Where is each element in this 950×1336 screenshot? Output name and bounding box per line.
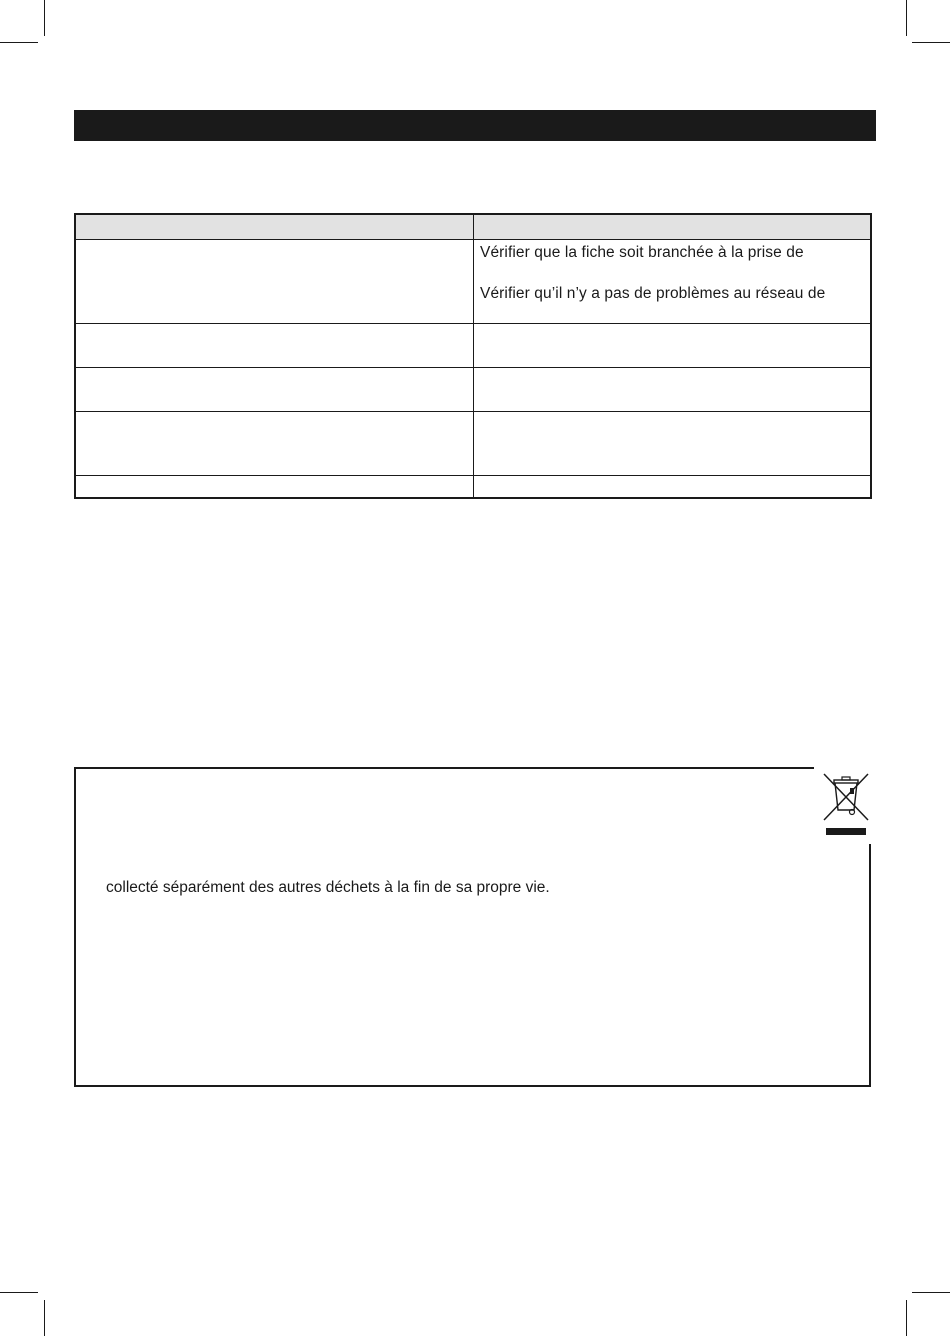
crop-mark (906, 0, 907, 36)
problem-cell (76, 240, 474, 323)
crop-mark (0, 42, 38, 43)
table-row (76, 324, 870, 368)
crop-mark (912, 42, 950, 43)
troubleshooting-table (74, 213, 872, 499)
problem-cell (76, 476, 474, 497)
table-row (76, 368, 870, 412)
solution-line: Vérifier que la fiche soit branchée à la prise de (480, 244, 804, 261)
crop-mark (0, 1292, 38, 1293)
header-cell-solution (474, 215, 870, 239)
table-header-row (76, 215, 870, 240)
solution-cell (474, 476, 870, 497)
problem-cell (76, 368, 474, 411)
weee-notice-box (74, 767, 871, 1087)
problem-cell (76, 324, 474, 367)
solution-line: Vérifier qu’il n’y a pas de problèmes au réseau de (480, 285, 826, 302)
crop-mark (912, 1292, 950, 1293)
section-title-bar (74, 110, 876, 141)
weee-notice-text: collecté séparément des autres déchets à la fin de sa propre vie. (106, 879, 550, 896)
solution-cell (474, 412, 870, 475)
solution-cell (474, 240, 870, 323)
problem-cell (76, 412, 474, 475)
crop-mark (44, 0, 45, 36)
table-row (76, 476, 870, 497)
solution-cell (474, 324, 870, 367)
crop-mark (44, 1300, 45, 1336)
table-row (76, 240, 870, 324)
crossed-out-wheelie-bin-icon (820, 770, 872, 838)
header-cell-problem (76, 215, 474, 239)
crop-mark (906, 1300, 907, 1336)
solution-cell (474, 368, 870, 411)
table-row (76, 412, 870, 476)
